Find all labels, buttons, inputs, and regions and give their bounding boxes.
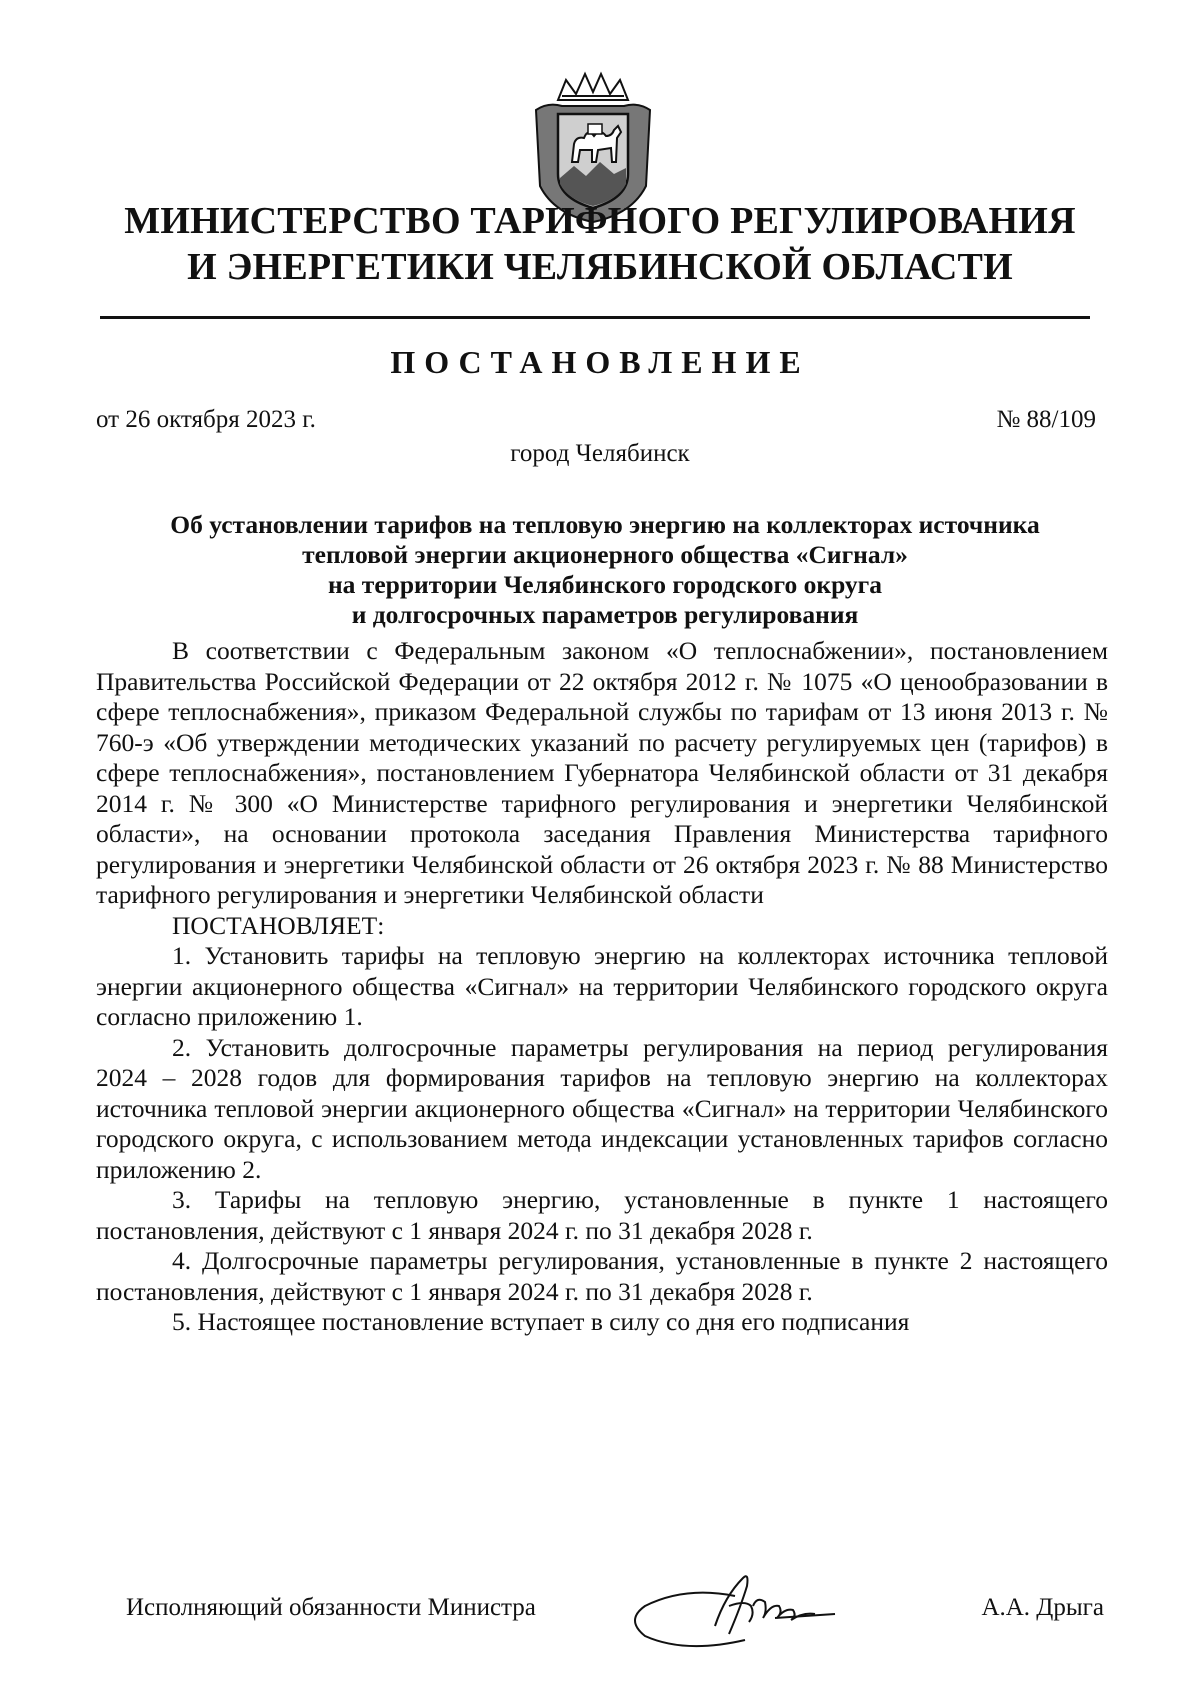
decree-city: город Челябинск [510,440,690,467]
clause-5: 5. Настоящее постановление вступает в силу со дня его подписания [172,1307,910,1336]
ministry-name-line2: И ЭНЕРГЕТИКИ ЧЕЛЯБИНСКОЙ ОБЛАСТИ [187,246,1013,288]
decree-subject [110,510,1100,630]
decree-date: от 26 октября 2023 г. [96,406,316,433]
resolves-heading: ПОСТАНОВЛЯЕТ: [172,910,385,940]
signatory-role: Исполняющий обязанности Министра [126,1594,536,1621]
decree-number: № 88/109 [996,406,1096,433]
clause-4: 4. Долгосрочные параметры регулирования, установленные в пункте 2 настоящего постановления, действуют с 1 января 2024 г. по 31 декабря 2028 г. [96,1246,1108,1306]
ministry-name-line1: МИНИСТЕРСТВО ТАРИФНОГО РЕГУЛИРОВАНИЯ [124,200,1076,242]
clause-1: 1. Установить тарифы на тепловую энергию на коллекторах источника тепловой энергии акционерного общества «Сигнал» на территории Челябинского городского округа согласно приложению 1. [96,941,1108,1031]
subject-line: тепловой энергии акционерного общества «Сигнал» [302,540,908,569]
subject-line: на территории Челябинского городского округа [327,570,882,599]
document-type-title: ПОСТАНОВЛЕНИЕ [390,344,810,380]
decree-body [96,636,1108,1338]
subject-line: и долгосрочных параметров регулирования [351,600,859,629]
clause-2: 2. Установить долгосрочные параметры регулирования на период регулирования 2024 – 2028 годов для формирования тарифов на тепловую энергию на коллекторах источника тепловой энергии акционерного общества «Сигнал» на территории Челябинского городского округа, с использованием метода индексации установленных тарифов согласно приложению 2. [96,1032,1108,1184]
signatory-name: А.А. Дрыга [981,1594,1104,1621]
clause-3: 3. Тарифы на тепловую энергию, установленные в пункте 1 настоящего постановления, действуют с 1 января 2024 г. по 31 декабря 2028 г. [96,1185,1108,1245]
handwritten-signature-icon [625,1556,885,1656]
header-divider [100,316,1090,319]
preamble-paragraph: В соответствии с Федеральным законом «О теплоснабжении», постановлением Правительства Российской Федерации от 22 октября 2012 г. № 1075 «О ценообразовании в сфере теплоснабжения», приказом Федеральной службы по тарифам от 13 июня 2013 г. № 760-э «Об утверждении методических указаний по расчету регулируемых цен (тарифов) в сфере теплоснабжения», постановлением Губернатора Челябинской области от 31 декабря 2014 г. № 300 «О Министерстве тарифного регулирования и энергетики Челябинской области», на основании протокола заседания Правления Министерства тарифного регулирования и энергетики Челябинской области от 26 октября 2023 г. № 88 Министерство тарифного регулирования и энергетики Челябинской области [96,636,1108,909]
subject-line: Об установлении тарифов на тепловую энергию на коллекторах источника [170,510,1040,539]
